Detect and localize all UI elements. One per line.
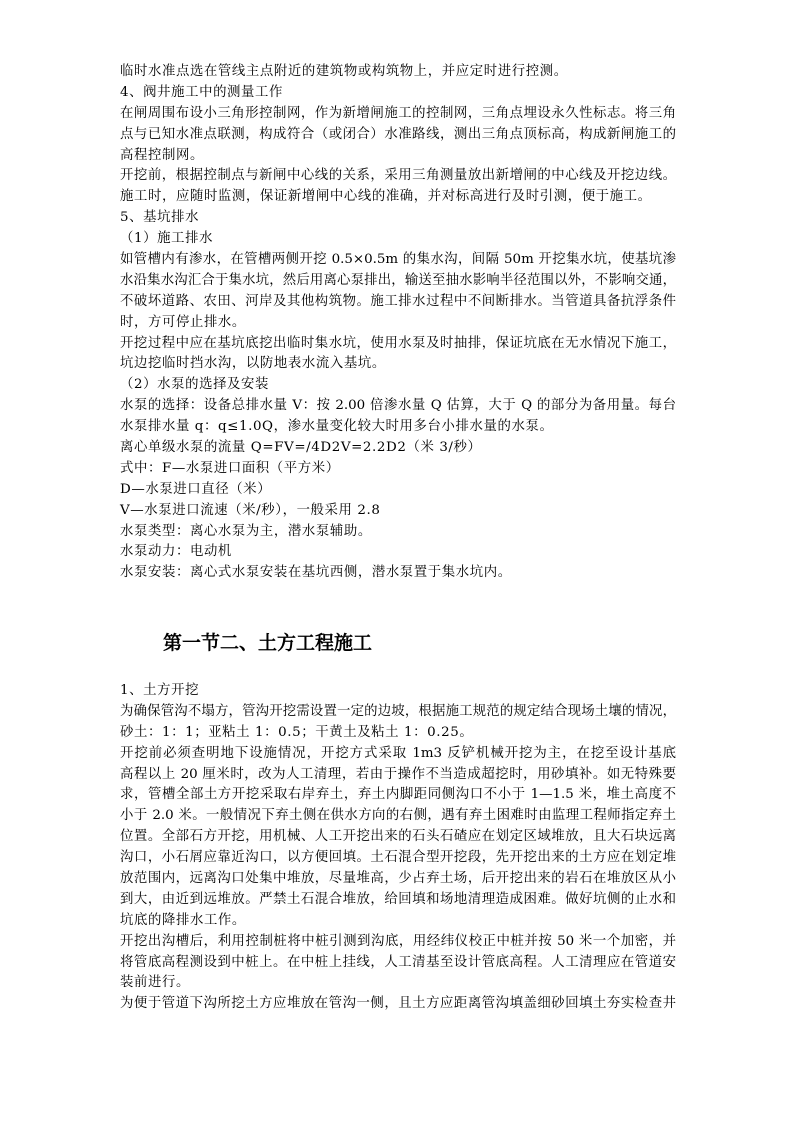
text-line: 水泵动力：电动机 [120,544,232,560]
text-line: 求，管槽全部土方开挖采取右岸弃土，弃土内脚距同侧沟口不小于 1—1.5 米，堆土高度不 [120,787,676,803]
body-text-section [120,62,676,584]
text-line: 沟口，小石屑应靠近沟口，以方便回填。土石混合型开挖段，先开挖出来的土方应在划定堆 [120,850,676,866]
text-line: 开挖出沟槽后，利用控制桩将中桩引测到沟底，用经纬仪校正中桩并按 50 米一个加密，并 [120,933,676,949]
text-line: （1）施工排水 [120,231,214,247]
text-line: 为确保管沟不塌方，管沟开挖需设置一定的边坡，根据施工规范的规定结合现场土壤的情况， [120,703,676,719]
text-line: 砂土：1：1；亚粘土 1：0.5；干黄土及粘土 1：0.25。 [120,724,474,740]
text-line: 小于 2.0 米。一般情况下弃土侧在供水方向的右侧，遇有弃土困难时由监理工程师指定弃土 [120,808,676,824]
text-line: V—水泵进口流速（米/秒），一般采用 2.8 [120,502,381,518]
text-line: 施工时，应随时监测，保证新增闸中心线的准确，并对标高进行及时引测，便于施工。 [120,189,652,205]
text-line: 水泵安装：离心式水泵安装在基坑西侧，潜水泵置于集水坑内。 [120,565,512,581]
paragraph [120,375,676,396]
text-line: 水泵的选择：设备总排水量 V：按 2.00 倍渗水量 Q 估算，大于 Q 的部分为备用量。每台 [120,398,676,414]
paragraph [120,62,676,83]
text-line: 坑边挖临时挡水沟，以防地表水流入基坑。 [120,356,386,372]
text-line: 水泵类型：离心水泵为主，潜水泵辅助。 [120,523,372,539]
text-line: 时，方可停止排水。 [120,314,246,330]
text-line: 将管底高程测设到中桩上。在中桩上挂线，人工清基至设计管底高程。人工清理应在管道安 [120,954,676,970]
text-line: 在闸周围布设小三角形控制网，作为新增闸施工的控制网，三角点埋设永久性标志。将三角 [120,105,676,121]
text-line: 5、基坑排水 [120,210,200,226]
paragraph [120,229,676,250]
section-heading: 第一节二、土方工程施工 [163,632,373,654]
text-line: 装前进行。 [120,975,190,991]
paragraph [120,438,676,459]
text-line: 临时水准点选在管线主点附近的建筑物或构筑物上，并应定时进行控测。 [120,64,568,79]
text-line: 高程以上 20 厘米时，改为人工清理，若由于操作不当造成超挖时，用砂填补。如无特殊要 [120,766,676,782]
paragraph [120,83,676,104]
text-line: 为便于管道下沟所挖土方应堆放在管沟一侧，且土方应距离管沟填盖细砂回填土夯实检查井 [120,996,676,1012]
paragraph [120,994,676,1015]
text-line: 坑底的降排水工作。 [120,912,246,928]
paragraph [120,250,676,334]
text-line: 开挖前，根据控制点与新闸中心线的关系，采用三角测量放出新增闸的中心线及开挖边线。 [120,168,676,184]
text-line: 式中：F—水泵进口面积（平方米） [120,460,340,476]
text-line: （2）水泵的选择及安装 [120,377,270,393]
paragraph [120,166,676,208]
text-line: 点与已知水准点联测，构成符合（或闭合）水准路线，测出三角点顶标高，构成新闸施工的 [120,126,676,142]
text-line: 不破坏道路、农田、河岸及其他构筑物。施工排水过程中不间断排水。当管道具备抗浮条件 [120,293,676,309]
paragraph [120,563,676,584]
text-line: 离心单级水泵的流量 Q=FV=/4D2V=2.2D2（米 3/秒） [120,440,482,456]
text-line: 位置。全部石方开挖，用机械、人工开挖出来的石头石碴应在划定区域堆放，且大石块远离 [120,829,676,845]
paragraph [120,334,676,376]
text-line: 如管槽内有渗水，在管槽两侧开挖 0.5×0.5m 的集水沟，间隔 50m 开挖集水坑，使基坑渗 [120,252,676,268]
text-line: 放范围内，远离沟口处集中堆放，尽量堆高，少占弃土场，后开挖出来的岩石在堆放区从小 [120,871,676,887]
paragraph [120,104,676,167]
paragraph [120,480,676,501]
text-line: 1、土方开挖 [120,683,200,698]
text-line: 高程控制网。 [120,147,204,163]
paragraph [120,681,676,702]
text-line: 水泵排水量 q：q≤1.0Q，渗水量变化较大时用多台小排水量的水泵。 [120,419,554,435]
paragraph [120,501,676,522]
paragraph [120,208,676,229]
paragraph [120,702,676,744]
paragraph [120,522,676,543]
paragraph [120,396,676,438]
paragraph [120,932,676,995]
paragraph [120,459,676,480]
paragraph [120,542,676,563]
text-line: D—水泵进口直径（米） [120,481,272,497]
text-line: 开挖过程中应在基坑底挖出临时集水坑，使用水泵及时抽排，保证坑底在无水情况下施工， [120,335,676,351]
paragraph [120,744,676,932]
text-line: 水沿集水沟汇合于集水坑，然后用离心泵排出，输送至抽水影响半径范围以外，不影响交通， [120,272,676,288]
text-line: 到大，由近到远堆放。严禁土石混合堆放，给回填和场地清理造成困难。做好坑侧的止水和 [120,891,676,907]
text-line: 4、阀井施工中的测量工作 [120,84,284,100]
text-line: 开挖前必须查明地下设施情况，开挖方式采取 1m3 反铲机械开挖为主，在挖至设计基底 [120,745,676,761]
body-text-section [120,681,676,1015]
